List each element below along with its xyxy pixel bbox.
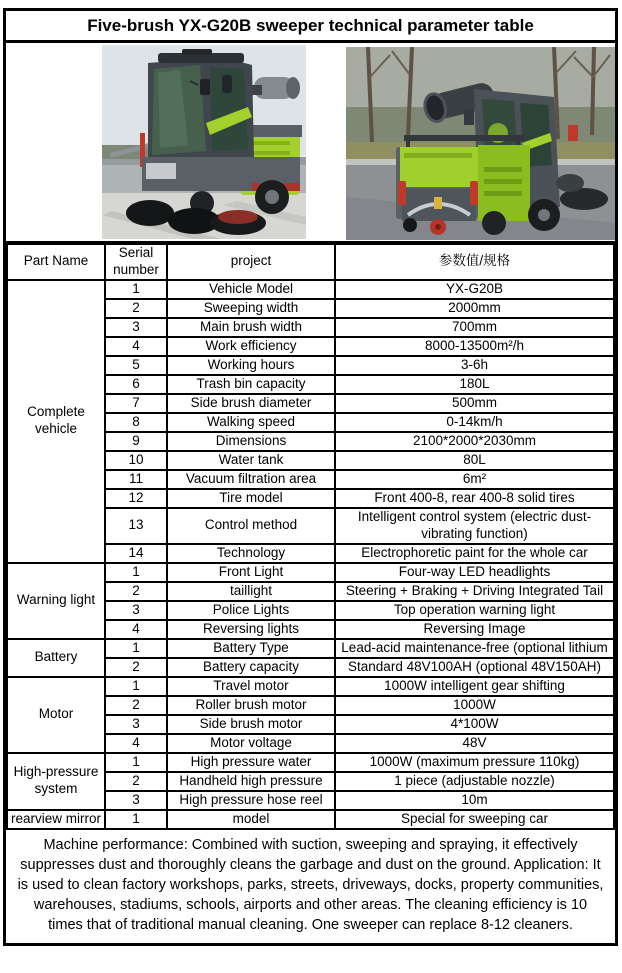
value-cell: Special for sweeping car [335, 810, 614, 828]
project-cell: Battery capacity [167, 658, 335, 677]
project-cell: High pressure water [167, 753, 335, 772]
value-cell: 10m [335, 791, 614, 810]
serial-cell: 1 [105, 563, 167, 582]
value-cell: 2100*2000*2030mm [335, 432, 614, 451]
value-cell: 2000mm [335, 299, 614, 318]
serial-cell: 13 [105, 508, 167, 544]
part-name-cell: rearview mirror [7, 810, 105, 828]
project-cell: High pressure hose reel [167, 791, 335, 810]
serial-cell: 1 [105, 639, 167, 658]
project-cell: Control method [167, 508, 335, 544]
value-cell: Front 400-8, rear 400-8 solid tires [335, 489, 614, 508]
serial-cell: 4 [105, 734, 167, 753]
project-cell: Motor voltage [167, 734, 335, 753]
serial-cell: 2 [105, 582, 167, 601]
project-cell: taillight [167, 582, 335, 601]
header-row [7, 244, 614, 280]
table-row [7, 563, 614, 582]
photo-row [6, 43, 615, 243]
value-cell: 48V [335, 734, 614, 753]
project-cell: Trash bin capacity [167, 375, 335, 394]
sweeper-photo-front [102, 45, 306, 239]
spec-table [6, 243, 615, 828]
value-cell: Electrophoretic paint for the whole car [335, 544, 614, 563]
serial-cell: 11 [105, 470, 167, 489]
project-cell: Main brush width [167, 318, 335, 337]
serial-cell: 9 [105, 432, 167, 451]
project-cell: Dimensions [167, 432, 335, 451]
spec-table-body [7, 280, 614, 828]
serial-cell: 3 [105, 601, 167, 620]
serial-cell: 2 [105, 299, 167, 318]
part-name-cell: Battery [7, 639, 105, 677]
project-cell: Work efficiency [167, 337, 335, 356]
value-cell: 3-6h [335, 356, 614, 375]
part-name-cell: High-pressure system [7, 753, 105, 810]
value-cell: 80L [335, 451, 614, 470]
serial-cell: 3 [105, 791, 167, 810]
serial-cell: 2 [105, 658, 167, 677]
project-cell: Travel motor [167, 677, 335, 696]
value-cell: 500mm [335, 394, 614, 413]
project-cell: Battery Type [167, 639, 335, 658]
header-serial: Serial number [105, 244, 167, 280]
header-part-name: Part Name [7, 244, 105, 280]
project-cell: Sweeping width [167, 299, 335, 318]
spec-sheet-page [3, 8, 618, 946]
table-row [7, 639, 614, 658]
table-row [7, 280, 614, 299]
serial-cell: 2 [105, 696, 167, 715]
project-cell: Vehicle Model [167, 280, 335, 299]
value-cell: 1000W [335, 696, 614, 715]
page-title: Five-brush YX-G20B sweeper technical parameter table [6, 11, 615, 43]
mist-cannon-icon [250, 77, 300, 99]
serial-cell: 2 [105, 772, 167, 791]
value-cell: 4*100W [335, 715, 614, 734]
project-cell: Police Lights [167, 601, 335, 620]
value-cell: YX-G20B [335, 280, 614, 299]
serial-cell: 4 [105, 620, 167, 639]
value-cell: 8000-13500m²/h [335, 337, 614, 356]
serial-cell: 7 [105, 394, 167, 413]
project-cell: model [167, 810, 335, 828]
project-cell: Vacuum filtration area [167, 470, 335, 489]
project-cell: Front Light [167, 563, 335, 582]
value-cell: Top operation warning light [335, 601, 614, 620]
serial-cell: 12 [105, 489, 167, 508]
table-row [7, 753, 614, 772]
serial-cell: 8 [105, 413, 167, 432]
part-name-cell: Complete vehicle [7, 280, 105, 563]
project-cell: Reversing lights [167, 620, 335, 639]
value-cell: 1 piece (adjustable nozzle) [335, 772, 614, 791]
value-cell: 1000W (maximum pressure 110kg) [335, 753, 614, 772]
serial-cell: 5 [105, 356, 167, 375]
project-cell: Walking speed [167, 413, 335, 432]
serial-cell: 6 [105, 375, 167, 394]
value-cell: 1000W intelligent gear shifting [335, 677, 614, 696]
value-cell: Reversing Image [335, 620, 614, 639]
serial-cell: 1 [105, 753, 167, 772]
project-cell: Roller brush motor [167, 696, 335, 715]
table-row [7, 810, 614, 828]
project-cell: Working hours [167, 356, 335, 375]
project-cell: Side brush motor [167, 715, 335, 734]
project-cell: Water tank [167, 451, 335, 470]
value-cell: 6m² [335, 470, 614, 489]
sweeper-photo-rear [346, 47, 615, 240]
part-name-cell: Warning light [7, 563, 105, 639]
value-cell: 700mm [335, 318, 614, 337]
table-row [7, 677, 614, 696]
header-value: 参数值/规格 [335, 244, 614, 280]
value-cell: Standard 48V100AH (optional 48V150AH) [335, 658, 614, 677]
value-cell: 180L [335, 375, 614, 394]
serial-cell: 3 [105, 318, 167, 337]
serial-cell: 1 [105, 280, 167, 299]
serial-cell: 3 [105, 715, 167, 734]
project-cell: Handheld high pressure [167, 772, 335, 791]
value-cell: Steering + Braking + Driving Integrated Tail [335, 582, 614, 601]
value-cell: Four-way LED headlights [335, 563, 614, 582]
serial-cell: 1 [105, 810, 167, 828]
project-cell: Side brush diameter [167, 394, 335, 413]
value-cell: Intelligent control system (electric dust-vibrating function) [335, 508, 614, 544]
serial-cell: 14 [105, 544, 167, 563]
serial-cell: 1 [105, 677, 167, 696]
serial-cell: 4 [105, 337, 167, 356]
project-cell: Tire model [167, 489, 335, 508]
value-cell: 0-14km/h [335, 413, 614, 432]
value-cell: Lead-acid maintenance-free (optional lithium [335, 639, 614, 658]
project-cell: Technology [167, 544, 335, 563]
header-project: project [167, 244, 335, 280]
serial-cell: 10 [105, 451, 167, 470]
machine-performance-note: Machine performance: Combined with suction, sweeping and spraying, it effectively suppresses dust and thoroughly cleans the garbage and dust on the ground. Application: It is used to clean factory workshops, parks, streets, driveways, docks, property communities, warehouses, stadiums, schools, airports and other areas. The cleaning efficiency is 10 times that of traditional manual cleaning. One sweeper can replace 8-12 cleaners. [6, 828, 615, 943]
part-name-cell: Motor [7, 677, 105, 753]
